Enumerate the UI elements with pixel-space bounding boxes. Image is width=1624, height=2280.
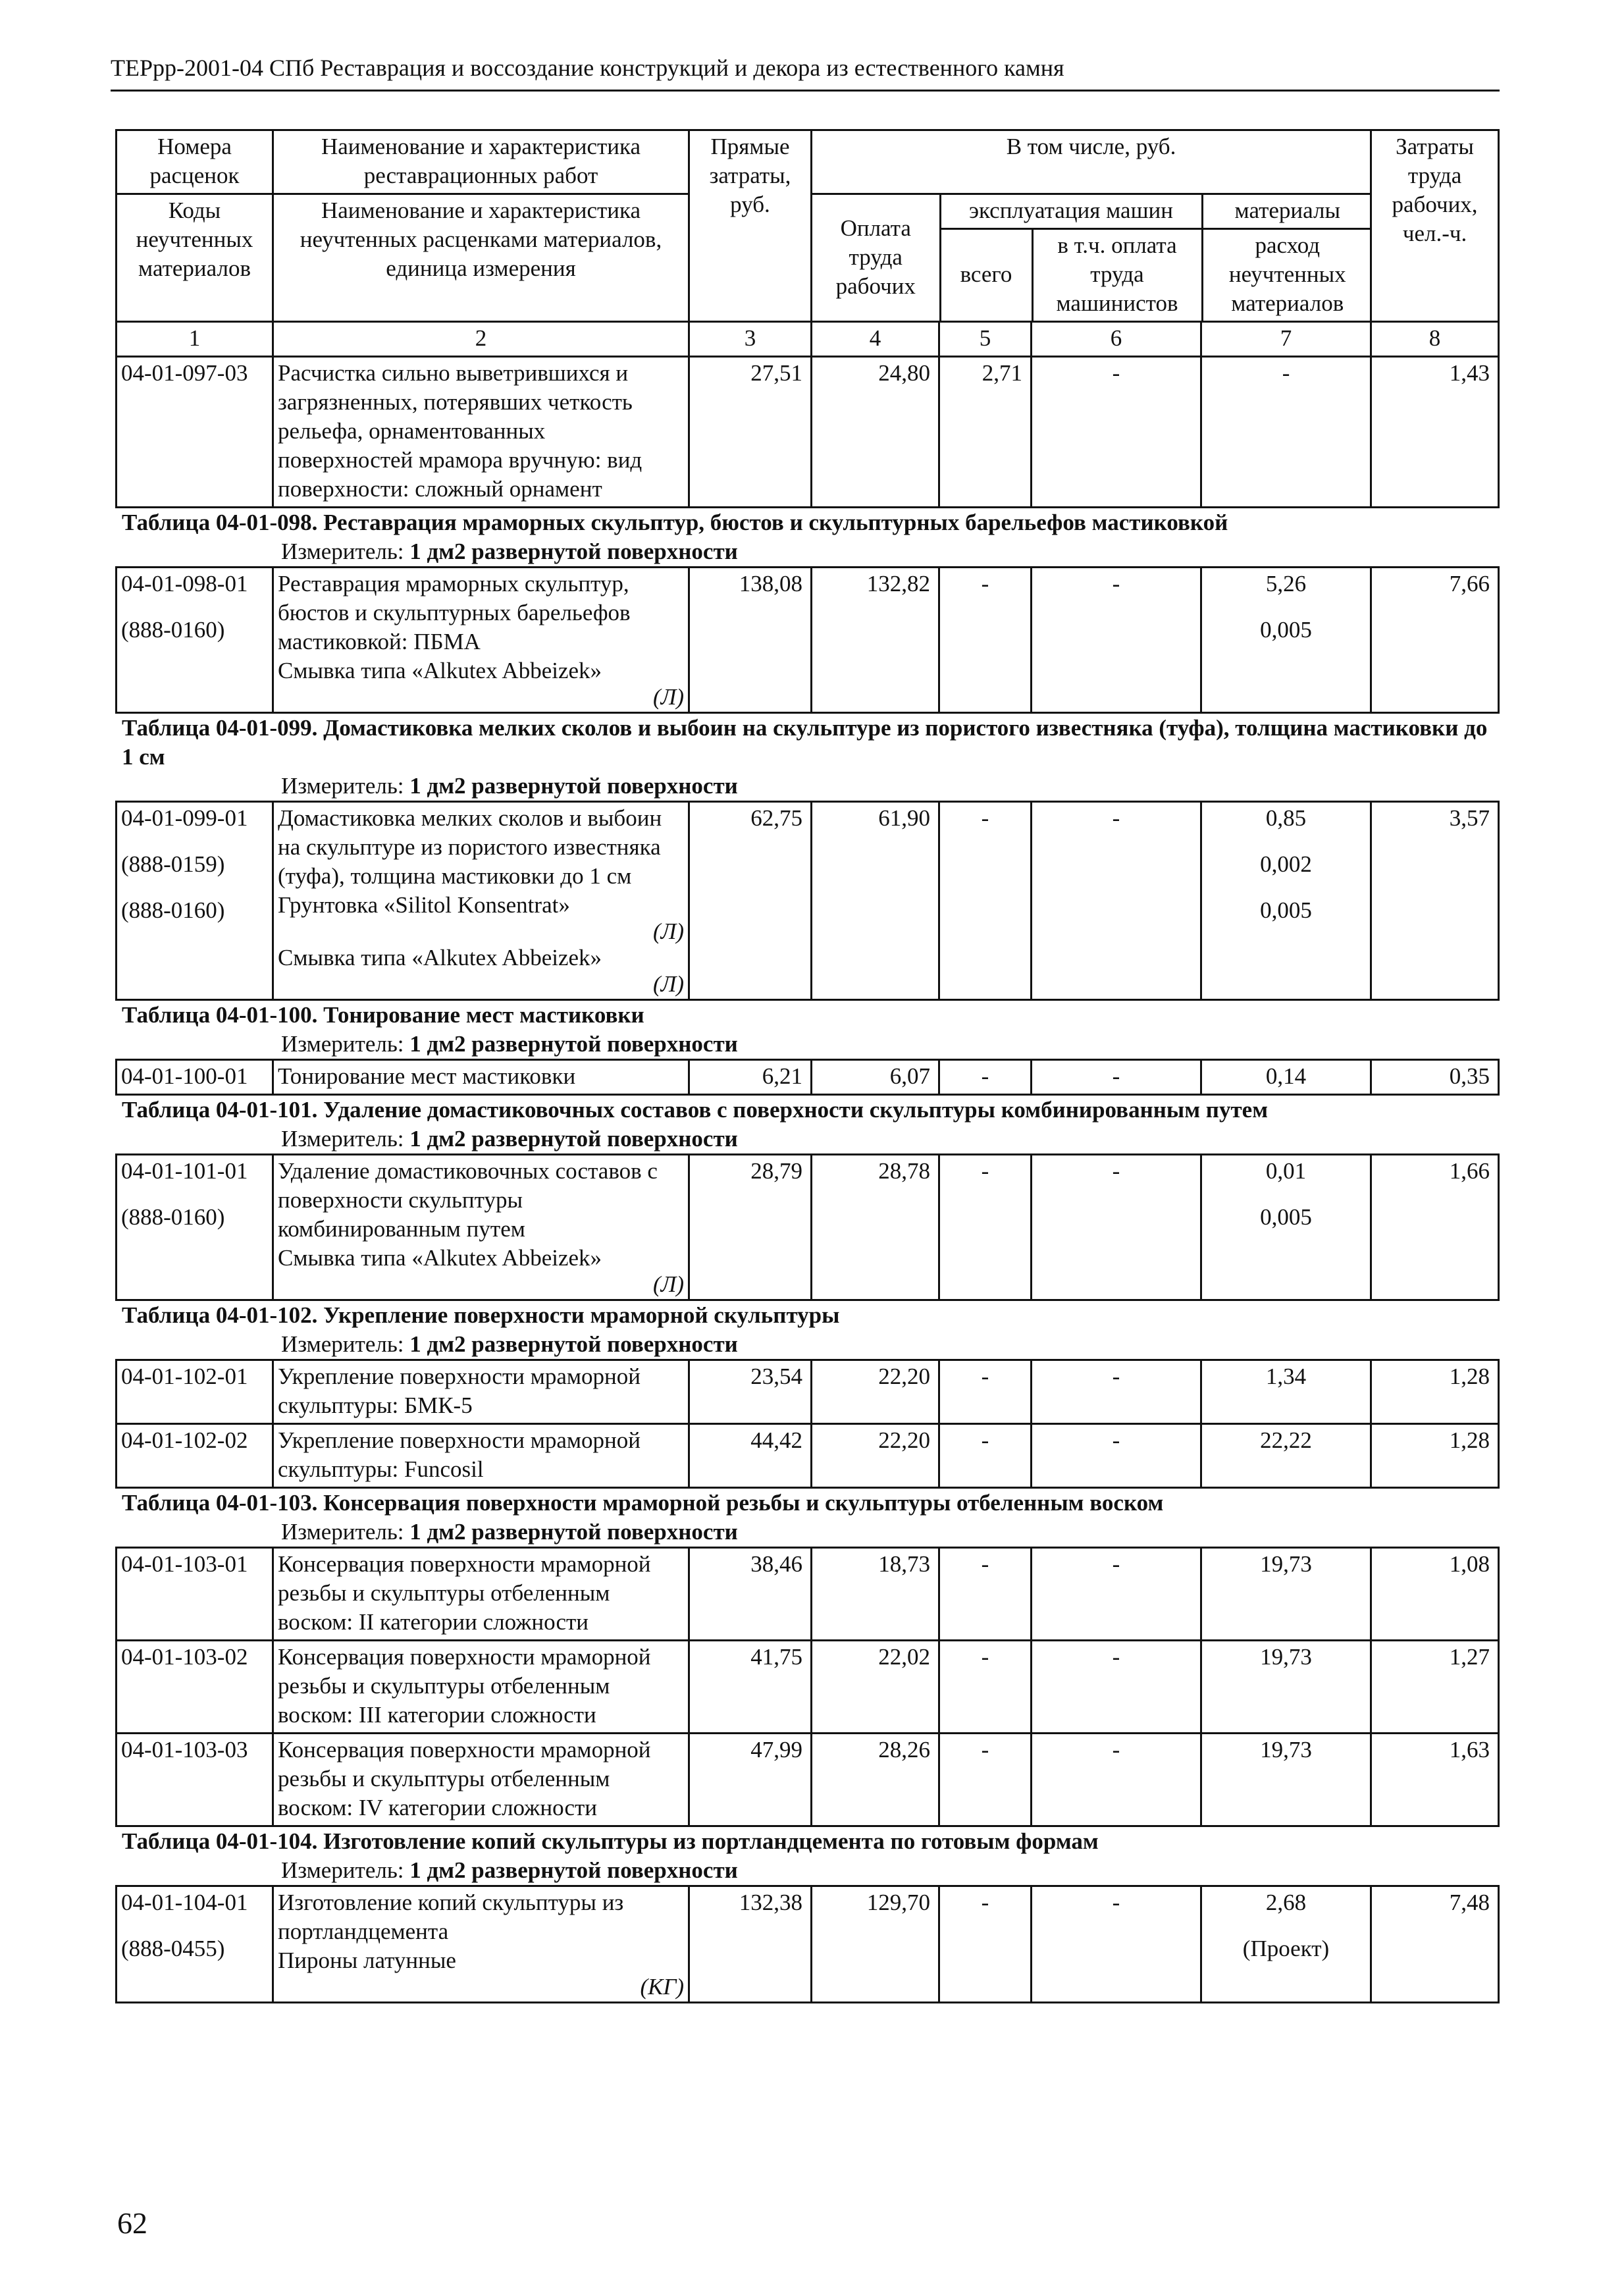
materials: 19,73 [1260,1644,1312,1670]
table-row [117,1424,1499,1488]
material-name: Смывка типа «Alkutex Abbeizek» [278,658,602,683]
labor-hours: 7,66 [1371,568,1499,713]
labor-hours: 0,35 [1371,1060,1499,1095]
rates-table [115,1059,1500,1096]
rate-name: Консервация поверхности мраморной резьбы и скульптуры отбеленным воском: III категории сложности [278,1644,651,1728]
unit-mark: (Л) [652,918,684,944]
table-title: Таблица 04-01-101. Удаление домастиковочных составов с поверхности скульптуры комбинированным путем [122,1097,1269,1123]
measure-label: Измеритель: [281,1331,404,1357]
page-header: ТЕРрр-2001-04 СПб Реставрация и воссоздание конструкций и декора из естественного камня [111,54,1500,92]
table-row [117,1155,1499,1300]
labor-hours: 1,08 [1371,1548,1499,1641]
material-code: (888-0455) [121,1936,225,1961]
labor-pay: 22,20 [812,1360,939,1424]
rate-name: Домастиковка мелких сколов и выбоин на скульптуре из пористого известняка (туфа), толщина мастиковки до 1 см [278,805,662,889]
labor-pay: 22,02 [812,1641,939,1734]
col-number: 7 [1201,322,1371,357]
machines-total: - [939,568,1032,713]
col-number: 5 [939,322,1032,357]
rates-table [115,1359,1500,1489]
col-incl-sub [812,194,1371,322]
col-labor-cost: Затраты труда рабочих, чел.-ч. [1371,130,1499,322]
rate-code: 04-01-104-01 [121,1890,248,1915]
measure-value: 1 дм2 развернутой поверхности [409,1126,738,1152]
materials: 22,22 [1260,1427,1312,1453]
machines-total: 2,71 [939,357,1032,508]
material-name: Смывка типа «Alkutex Abbeizek» [278,945,602,970]
table-title: Таблица 04-01-103. Консервация поверхности мраморной резьбы и скульптуры отбеленным воском [122,1490,1164,1516]
col-machines-operators: в т.ч. оплата труда машинистов [1032,229,1202,321]
labor-pay: 6,07 [812,1060,939,1095]
labor-hours: 7,48 [1371,1886,1499,2003]
labor-hours: 1,28 [1371,1360,1499,1424]
machines-operators: - [1032,1548,1201,1641]
table-row [117,1548,1499,1641]
unit-mark: (Л) [652,684,684,710]
rate-name: Консервация поверхности мраморной резьбы и скульптуры отбеленным воском: II категории сложности [278,1551,651,1635]
labor-pay: 28,26 [812,1734,939,1826]
col-materials-use: расход неучтенных материалов [1228,232,1346,316]
table-title: Таблица 04-01-099. Домастиковка мелких сколов и выбоин на скульптуре из пористого известняка (туфа), толщина мастиковки до 1 см [122,715,1488,770]
col-number: 3 [689,322,812,357]
rate-name: Удаление домастиковочных составов с поверхности скульптуры комбинированным путем [278,1158,658,1242]
col-incl: В том числе, руб. [812,130,1371,194]
table-row [117,1360,1499,1424]
rate-name: Изготовление копий скульптуры из портландцемента [278,1890,624,1944]
labor-pay: 61,90 [812,802,939,1000]
measure-label: Измеритель: [281,1519,404,1545]
measure-label: Измеритель: [281,1857,404,1883]
unit-mark: (КГ) [640,1974,684,2000]
labor-hours: 1,43 [1371,357,1499,508]
measure-line [281,1125,1498,1153]
measure-line [281,772,1498,801]
machines-total: - [939,1155,1032,1300]
machines-operators: - [1032,802,1201,1000]
materials: 1,34 [1265,1364,1307,1389]
direct-cost: 41,75 [689,1641,812,1734]
measure-line [281,1856,1498,1885]
machines-total: - [939,1734,1032,1826]
machines-operators: - [1032,357,1201,508]
table-title: Таблица 04-01-098. Реставрация мраморных скульптур, бюстов и скульптурных барельефов мастиковкой [122,510,1228,535]
col-number: 6 [1032,322,1201,357]
measure-value: 1 дм2 развернутой поверхности [409,773,738,799]
materials: 0,14 [1265,1063,1307,1089]
materials: - [1201,357,1371,508]
measure-line [281,1518,1498,1547]
rate-name: Укрепление поверхности мраморной скульптуры: БМК-5 [278,1364,641,1418]
rate-name: Реставрация мраморных скульптур, бюстов и скульптурных барельефов мастиковкой: ПБМА [278,571,631,654]
labor-hours: 1,66 [1371,1155,1499,1300]
labor-pay: 18,73 [812,1548,939,1641]
rate-code: 04-01-097-03 [117,357,273,508]
measure-value: 1 дм2 развернутой поверхности [409,1031,738,1057]
direct-cost: 6,21 [689,1060,812,1095]
rate-code: 04-01-099-01 [121,805,248,831]
machines-operators: - [1032,1641,1201,1734]
direct-cost: 138,08 [689,568,812,713]
labor-hours: 1,27 [1371,1641,1499,1734]
measure-value: 1 дм2 развернутой поверхности [409,1331,738,1357]
labor-pay: 24,80 [812,357,939,508]
direct-cost: 44,42 [689,1424,812,1488]
material-use: 0,005 [1260,617,1312,643]
rate-name: Укрепление поверхности мраморной скульптуры: Funcosil [278,1427,641,1482]
measure-label: Измеритель: [281,539,404,564]
col-number: 2 [273,322,689,357]
table-title: Таблица 04-01-102. Укрепление поверхности мраморной скульптуры [122,1302,840,1328]
machines-operators: - [1032,1886,1201,2003]
rate-name: Тонирование мест мастиковки [278,1063,576,1089]
material-name: Смывка типа «Alkutex Abbeizek» [278,1245,602,1271]
rates-table [115,801,1500,1001]
direct-cost: 23,54 [689,1360,812,1424]
materials: 19,73 [1260,1551,1312,1577]
rate-name: Расчистка сильно выветрившихся и загрязненных, потерявших четкость рельефа, орнаментованных поверхностей мрамора вручную: вид поверхности: сложный орнамент [273,357,689,508]
rate-code: 04-01-103-03 [121,1737,248,1763]
measure-label: Измеритель: [281,1031,404,1057]
material-code: (888-0160) [121,1204,225,1230]
measure-line [281,1030,1498,1059]
material-use: (Проект) [1242,1936,1330,1961]
col-direct: Прямые затраты, руб. [689,130,812,322]
direct-cost: 27,51 [689,357,812,508]
rate-code: 04-01-098-01 [121,571,248,597]
measure-value: 1 дм2 развернутой поверхности [409,539,738,564]
col-codes-bottom: Коды неучтенных материалов [117,194,273,322]
materials: 19,73 [1260,1737,1312,1763]
machines-total: - [939,802,1032,1000]
column-header-table [115,129,1500,508]
material-use: 0,005 [1260,897,1312,923]
table-row [117,1886,1499,2003]
materials: 2,68 [1265,1890,1307,1915]
machines-total: - [939,1641,1032,1734]
machines-operators: - [1032,1734,1201,1826]
measure-line [281,537,1498,566]
material-name: Пироны латунные [278,1948,456,1973]
machines-operators: - [1032,1424,1201,1488]
rates-table [115,1885,1500,2003]
labor-hours: 3,57 [1371,802,1499,1000]
material-code: (888-0160) [121,617,225,643]
rates-table [115,1547,1500,1827]
machines-total: - [939,1424,1032,1488]
machines-operators: - [1032,1155,1201,1300]
table-title: Таблица 04-01-104. Изготовление копий скульптуры из портландцемента по готовым формам [122,1828,1099,1854]
material-code: (888-0159) [121,851,225,877]
machines-total: - [939,1360,1032,1424]
direct-cost: 132,38 [689,1886,812,2003]
machines-operators: - [1032,1360,1201,1424]
measure-value: 1 дм2 развернутой поверхности [409,1857,738,1883]
col-codes-top: Номера расценок [117,130,273,194]
page-number: 62 [117,2206,147,2240]
col-labor-pay: Оплата труда рабочих [812,195,940,321]
table-row [117,1060,1499,1095]
col-name-bottom: Наименование и характеристика неучтенных расценками материалов, единица измерения [273,194,689,322]
table-row [117,802,1499,1000]
rates-document [115,129,1498,2003]
table-row [117,568,1499,713]
labor-hours: 1,28 [1371,1424,1499,1488]
labor-pay: 28,78 [812,1155,939,1300]
material-use: 0,002 [1260,851,1312,877]
labor-pay: 22,20 [812,1424,939,1488]
materials: 5,26 [1265,571,1307,597]
measure-label: Измеритель: [281,773,404,799]
table-row [117,1641,1499,1734]
direct-cost: 62,75 [689,802,812,1000]
col-machines: эксплуатация машин [940,195,1202,229]
col-number: 8 [1371,322,1499,357]
rate-code: 04-01-102-02 [121,1427,248,1453]
material-use: 0,005 [1260,1204,1312,1230]
material-code: (888-0160) [121,897,225,923]
rates-table [115,1153,1500,1301]
direct-cost: 38,46 [689,1548,812,1641]
unit-mark: (Л) [652,1271,684,1297]
col-materials: материалы [1202,195,1372,229]
measure-label: Измеритель: [281,1126,404,1152]
rate-code: 04-01-101-01 [121,1158,248,1184]
machines-operators: - [1032,1060,1201,1095]
col-machines-total: всего [940,229,1032,321]
col-name-top: Наименование и характеристика реставрационных работ [273,130,689,194]
machines-total: - [939,1886,1032,2003]
col-number: 1 [117,322,273,357]
material-name: Грунтовка «Silitol Konsentrat» [278,892,570,918]
rate-code: 04-01-100-01 [121,1063,248,1089]
measure-value: 1 дм2 развернутой поверхности [409,1519,738,1545]
machines-total: - [939,1060,1032,1095]
materials: 0,85 [1265,805,1307,831]
direct-cost: 28,79 [689,1155,812,1300]
rate-code: 04-01-102-01 [121,1364,248,1389]
rate-name: Консервация поверхности мраморной резьбы и скульптуры отбеленным воском: IV категории сложности [278,1737,651,1820]
machines-operators: - [1032,568,1201,713]
machines-total: - [939,1548,1032,1641]
materials: 0,01 [1265,1158,1307,1184]
table-row [117,1734,1499,1826]
unit-mark: (Л) [652,971,684,997]
measure-line [281,1330,1498,1359]
table-title: Таблица 04-01-100. Тонирование мест мастиковки [122,1002,644,1028]
labor-pay: 129,70 [812,1886,939,2003]
rates-table [115,566,1500,714]
direct-cost: 47,99 [689,1734,812,1826]
labor-pay: 132,82 [812,568,939,713]
rate-code: 04-01-103-01 [121,1551,248,1577]
rate-code: 04-01-103-02 [121,1644,248,1670]
labor-hours: 1,63 [1371,1734,1499,1826]
col-number: 4 [812,322,939,357]
